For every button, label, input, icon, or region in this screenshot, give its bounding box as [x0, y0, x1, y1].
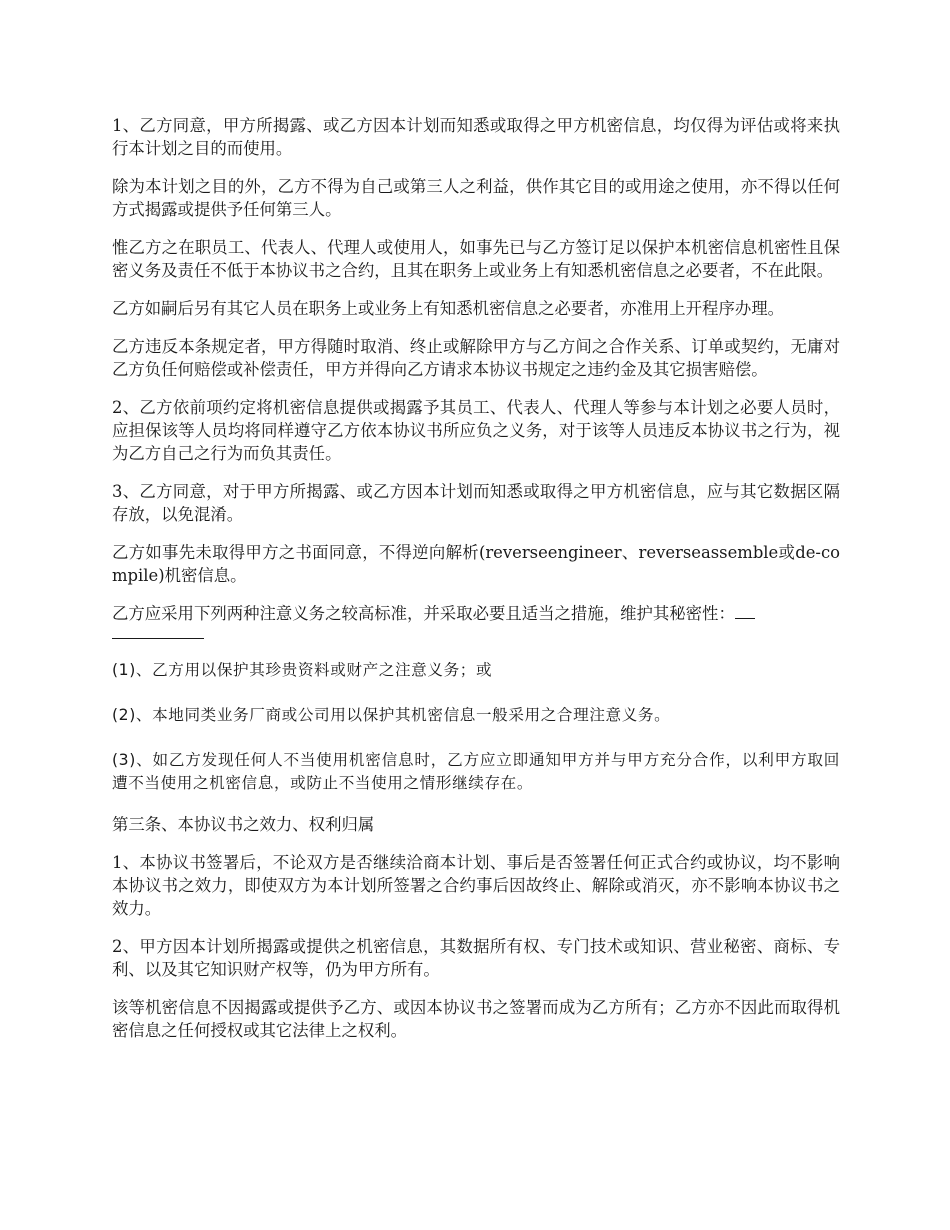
section-3-clause-1: 1、本协议书签署后，不论双方是否继续洽商本计划、事后是否签署任何正式合约或协议，均不影响本协议书之效力，即使双方为本计划所签署之合约事后因故终止、解除或消灭，亦不影响本协议书之效力。: [112, 853, 840, 918]
employee-exception-paragraph: 惟乙方之在职员工、代表人、代理人或使用人，如事先已与乙方签订足以保护本机密信息机密性且保密义务及责任不低于本协议书之合约，且其在职务上或业务上有知悉机密信息之必要者，不在此限。: [112, 238, 840, 280]
care-standard-text: 乙方应采用下列两种注意义务之较高标准，并采取必要且适当之措施，维护其秘密性：: [112, 604, 735, 623]
care-item-3: (3)、如乙方发现任何人不当使用机密信息时，乙方应立即通知甲方并与甲方充分合作，以利甲方取回遭不当使用之机密信息，或防止不当使用之情形继续存在。: [112, 751, 840, 792]
section-3-heading: 第三条、本协议书之效力、权利归属: [112, 815, 375, 834]
fill-in-blank-continuation: [112, 626, 204, 639]
care-item-1: (1)、乙方用以保护其珍贵资料或财产之注意义务；或: [112, 661, 493, 679]
fill-in-blank-line: [735, 604, 755, 619]
section-3-clause-2: 2、甲方因本计划所揭露或提供之机密信息，其数据所有权、专门技术或知识、营业秘密、商标、专利、以及其它知识财产权等，仍为甲方所有。: [112, 937, 840, 979]
clause-1-paragraph: 1、乙方同意，甲方所揭露、或乙方因本计划而知悉或取得之甲方机密信息，均仅得为评估或将来执行本计划之目的而使用。: [112, 116, 840, 158]
document-page: [112, 114, 840, 1057]
purpose-restriction-paragraph: 除为本计划之目的外，乙方不得为自己或第三人之利益，供作其它目的或用途之使用，亦不得以任何方式揭露或提供予任何第三人。: [112, 177, 840, 219]
care-item-2: (2)、本地同类业务厂商或公司用以保护其机密信息一般采用之合理注意义务。: [112, 706, 671, 724]
clause-2-paragraph: 2、乙方依前项约定将机密信息提供或揭露予其员工、代表人、代理人等参与本计划之必要人员时，应担保该等人员均将同样遵守乙方依本协议书所应负之义务，对于该等人员违反本协议书之行为，视为乙方自己之行为而负其责任。: [112, 398, 840, 463]
breach-remedy-paragraph: 乙方违反本条规定者，甲方得随时取消、终止或解除甲方与乙方间之合作关系、订单或契约，无庸对乙方负任何赔偿或补偿责任，甲方并得向乙方请求本协议书规定之违约金及其它损害赔偿。: [112, 337, 840, 379]
reverse-engineering-paragraph: 乙方如事先未取得甲方之书面同意，不得逆向解析(reverseengineer、reverseassemble或de-compile)机密信息。: [112, 543, 840, 585]
care-standard-paragraph: [112, 602, 840, 639]
section-3-clause-3: 该等机密信息不因揭露或提供予乙方、或因本协议书之签署而成为乙方所有；乙方亦不因此而取得机密信息之任何授权或其它法律上之权利。: [112, 998, 840, 1040]
other-personnel-paragraph: 乙方如嗣后另有其它人员在职务上或业务上有知悉机密信息之必要者，亦准用上开程序办理。: [112, 299, 785, 318]
clause-3-paragraph: 3、乙方同意，对于甲方所揭露、或乙方因本计划而知悉或取得之甲方机密信息，应与其它数据区隔存放，以免混淆。: [112, 482, 840, 524]
